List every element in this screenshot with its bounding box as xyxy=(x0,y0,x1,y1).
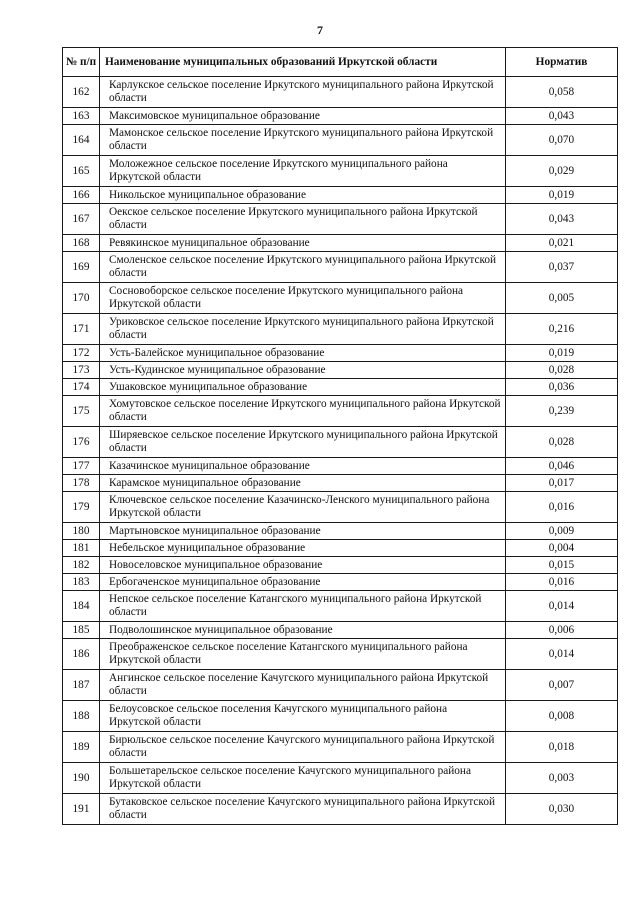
municipality-name: Ширяевское сельское поселение Иркутского муниципального района Иркутской области xyxy=(100,427,506,458)
municipality-name: Новоселовское муниципальное образование xyxy=(100,557,506,574)
row-number: 166 xyxy=(63,187,100,204)
municipality-name: Ушаковское муниципальное образование xyxy=(100,379,506,396)
table-row xyxy=(63,670,618,701)
normative-value: 0,006 xyxy=(506,622,618,639)
row-number: 176 xyxy=(63,427,100,458)
municipality-name: Мамонское сельское поселение Иркутского муниципального района Иркутской области xyxy=(100,125,506,156)
municipality-name: Преображенское сельское поселение Катангского муниципального района Иркутской области xyxy=(100,639,506,670)
normative-value: 0,216 xyxy=(506,314,618,345)
table-row xyxy=(63,427,618,458)
normative-value: 0,028 xyxy=(506,362,618,379)
row-number: 174 xyxy=(63,379,100,396)
table-row xyxy=(63,622,618,639)
row-number: 187 xyxy=(63,670,100,701)
normative-value: 0,008 xyxy=(506,701,618,732)
row-number: 190 xyxy=(63,763,100,794)
normative-value: 0,016 xyxy=(506,492,618,523)
normative-value: 0,004 xyxy=(506,540,618,557)
normative-value: 0,003 xyxy=(506,763,618,794)
table-header-row xyxy=(63,48,618,77)
municipality-name: Максимовское муниципальное образование xyxy=(100,108,506,125)
table-row xyxy=(63,156,618,187)
row-number: 181 xyxy=(63,540,100,557)
normatives-table xyxy=(62,47,618,825)
municipality-name: Бирюльское сельское поселение Качугского муниципального района Иркутской области xyxy=(100,732,506,763)
row-number: 175 xyxy=(63,396,100,427)
normative-value: 0,009 xyxy=(506,523,618,540)
normative-value: 0,030 xyxy=(506,794,618,825)
row-number: 184 xyxy=(63,591,100,622)
row-number: 189 xyxy=(63,732,100,763)
row-number: 191 xyxy=(63,794,100,825)
table-row xyxy=(63,458,618,475)
municipality-name: Ербогаченское муниципальное образование xyxy=(100,574,506,591)
table-row xyxy=(63,235,618,252)
row-number: 173 xyxy=(63,362,100,379)
row-number: 162 xyxy=(63,77,100,108)
row-number: 178 xyxy=(63,475,100,492)
row-number: 170 xyxy=(63,283,100,314)
municipality-name: Карамское муниципальное образование xyxy=(100,475,506,492)
table-row xyxy=(63,283,618,314)
table-row xyxy=(63,396,618,427)
row-number: 183 xyxy=(63,574,100,591)
table-row xyxy=(63,362,618,379)
table-row xyxy=(63,591,618,622)
normative-value: 0,018 xyxy=(506,732,618,763)
normative-value: 0,070 xyxy=(506,125,618,156)
table-row xyxy=(63,204,618,235)
table-row xyxy=(63,77,618,108)
normative-value: 0,017 xyxy=(506,475,618,492)
page-number: 7 xyxy=(317,23,323,37)
row-number: 163 xyxy=(63,108,100,125)
municipality-name: Усть-Кудинское муниципальное образование xyxy=(100,362,506,379)
municipality-name: Ревякинское муниципальное образование xyxy=(100,235,506,252)
municipality-name: Мартыновское муниципальное образование xyxy=(100,523,506,540)
row-number: 165 xyxy=(63,156,100,187)
municipality-name: Смоленское сельское поселение Иркутского муниципального района Иркутской области xyxy=(100,252,506,283)
municipality-name: Сосновоборское сельское поселение Иркутского муниципального района Иркутской области xyxy=(100,283,506,314)
table-row xyxy=(63,252,618,283)
table-row xyxy=(63,574,618,591)
normative-value: 0,043 xyxy=(506,108,618,125)
normative-value: 0,021 xyxy=(506,235,618,252)
normative-value: 0,036 xyxy=(506,379,618,396)
normative-value: 0,019 xyxy=(506,187,618,204)
table-row xyxy=(63,794,618,825)
row-number: 186 xyxy=(63,639,100,670)
table-body xyxy=(63,77,618,825)
row-number: 185 xyxy=(63,622,100,639)
row-number: 177 xyxy=(63,458,100,475)
row-number: 180 xyxy=(63,523,100,540)
table-row xyxy=(63,763,618,794)
row-number: 171 xyxy=(63,314,100,345)
table-row xyxy=(63,345,618,362)
municipality-name: Бутаковское сельское поселение Качугского муниципального района Иркутской области xyxy=(100,794,506,825)
table-row xyxy=(63,379,618,396)
normative-value: 0,007 xyxy=(506,670,618,701)
normative-value: 0,029 xyxy=(506,156,618,187)
municipality-name: Моложежное сельское поселение Иркутского муниципального района Иркутской области xyxy=(100,156,506,187)
table-row xyxy=(63,523,618,540)
row-number: 172 xyxy=(63,345,100,362)
municipality-name: Оекское сельское поселение Иркутского муниципального района Иркутской области xyxy=(100,204,506,235)
municipality-name: Ключевское сельское поселение Казачинско-Ленского муниципального района Иркутской области xyxy=(100,492,506,523)
table-row xyxy=(63,125,618,156)
normative-value: 0,005 xyxy=(506,283,618,314)
municipality-name: Ангинское сельское поселение Качугского муниципального района Иркутской области xyxy=(100,670,506,701)
header-normative: Норматив xyxy=(506,48,618,77)
row-number: 182 xyxy=(63,557,100,574)
table-row xyxy=(63,108,618,125)
normative-value: 0,014 xyxy=(506,591,618,622)
normative-value: 0,016 xyxy=(506,574,618,591)
table-row xyxy=(63,639,618,670)
municipality-name: Карлукское сельское поселение Иркутского муниципального района Иркутской области xyxy=(100,77,506,108)
table-row xyxy=(63,540,618,557)
row-number: 169 xyxy=(63,252,100,283)
municipality-name: Небельское муниципальное образование xyxy=(100,540,506,557)
row-number: 179 xyxy=(63,492,100,523)
normative-value: 0,015 xyxy=(506,557,618,574)
table-row xyxy=(63,557,618,574)
normative-value: 0,037 xyxy=(506,252,618,283)
municipality-name: Хомутовское сельское поселение Иркутского муниципального района Иркутской области xyxy=(100,396,506,427)
normative-value: 0,239 xyxy=(506,396,618,427)
header-municipality-name: Наименование муниципальных образований Иркутской области xyxy=(100,48,506,77)
municipality-name: Казачинское муниципальное образование xyxy=(100,458,506,475)
table-row xyxy=(63,475,618,492)
table-row xyxy=(63,732,618,763)
normative-value: 0,043 xyxy=(506,204,618,235)
row-number: 168 xyxy=(63,235,100,252)
normative-value: 0,019 xyxy=(506,345,618,362)
table-row xyxy=(63,492,618,523)
row-number: 188 xyxy=(63,701,100,732)
table-row xyxy=(63,187,618,204)
row-number: 167 xyxy=(63,204,100,235)
municipality-name: Подволошинское муниципальное образование xyxy=(100,622,506,639)
municipality-name: Непское сельское поселение Катангского муниципального района Иркутской области xyxy=(100,591,506,622)
header-number: № п/п xyxy=(63,48,100,77)
municipality-name: Уриковское сельское поселение Иркутского муниципального района Иркутской области xyxy=(100,314,506,345)
row-number: 164 xyxy=(63,125,100,156)
normative-value: 0,058 xyxy=(506,77,618,108)
municipality-name: Никольское муниципальное образование xyxy=(100,187,506,204)
municipality-name: Большетарельское сельское поселение Качугского муниципального района Иркутской области xyxy=(100,763,506,794)
municipality-name: Белоусовское сельское поселения Качугского муниципального района Иркутской области xyxy=(100,701,506,732)
normative-value: 0,028 xyxy=(506,427,618,458)
normative-value: 0,014 xyxy=(506,639,618,670)
table-row xyxy=(63,701,618,732)
normative-value: 0,046 xyxy=(506,458,618,475)
municipality-name: Усть-Балейское муниципальное образование xyxy=(100,345,506,362)
table-row xyxy=(63,314,618,345)
